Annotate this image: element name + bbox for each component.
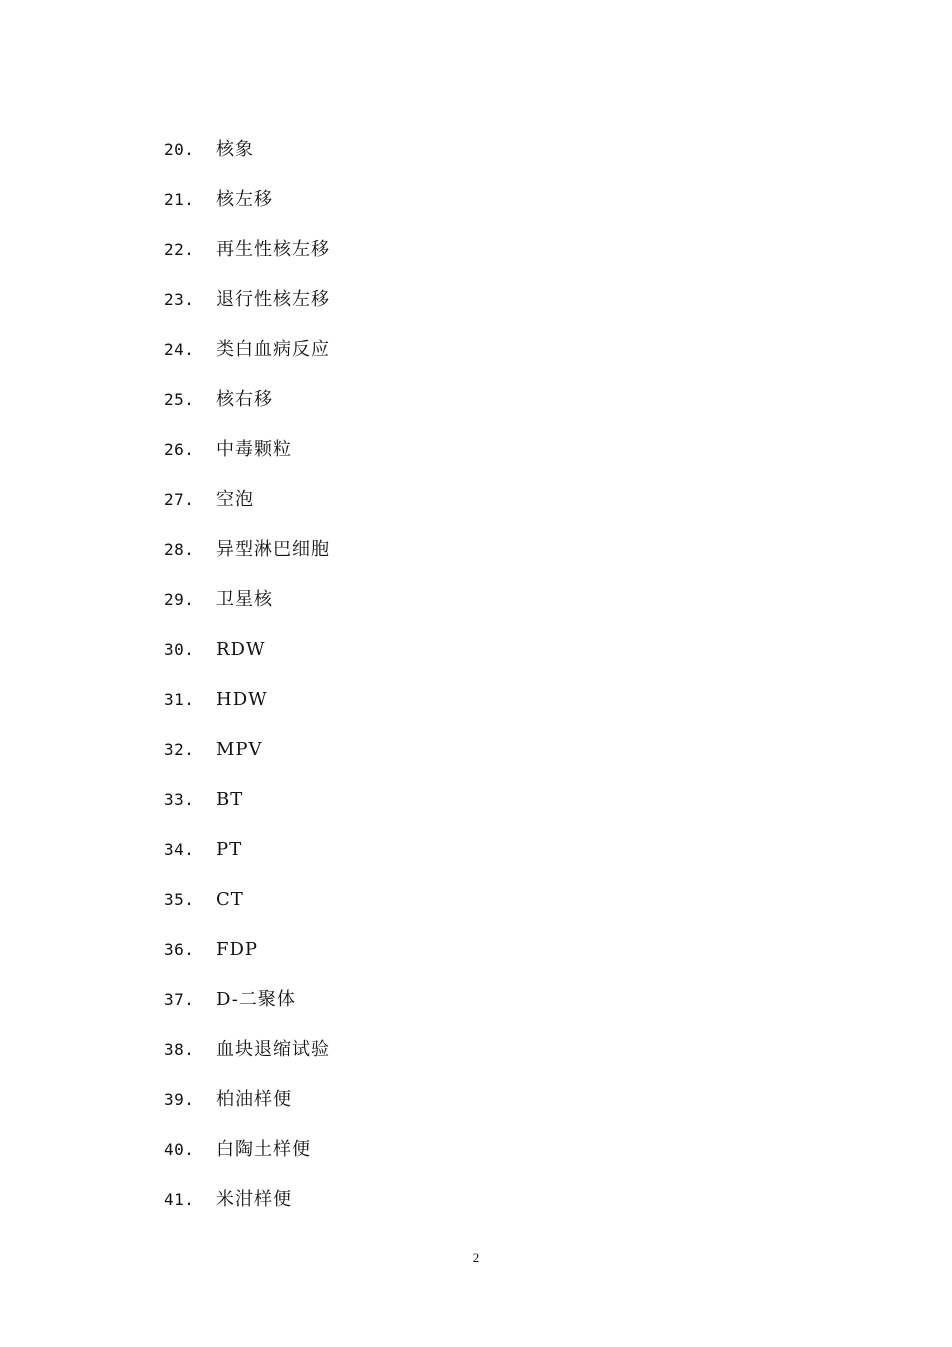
item-number: 29. [164,590,195,609]
list-item [164,438,330,488]
list-item [164,1088,330,1138]
page-number: 2 [472,1250,480,1265]
term-list [164,138,330,1238]
item-number: 28. [164,540,195,559]
item-term: 空泡 [216,489,254,510]
list-item [164,1038,330,1088]
item-term: D-二聚体 [216,989,296,1010]
list-item [164,788,330,838]
item-term: 再生性核左移 [216,239,330,260]
item-number: 30. [164,640,195,659]
item-term: 柏油样便 [216,1089,292,1110]
list-item [164,388,330,438]
item-number: 22. [164,240,195,259]
item-number: 41. [164,1190,195,1209]
item-term: FDP [216,939,259,960]
item-number: 25. [164,390,195,409]
list-item [164,838,330,888]
list-item [164,488,330,538]
list-item [164,738,330,788]
item-term: CT [216,889,244,910]
item-number: 21. [164,190,195,209]
item-number: 32. [164,740,195,759]
item-number: 26. [164,440,195,459]
item-number: 40. [164,1140,195,1159]
item-term: PT [216,839,243,860]
list-item [164,238,330,288]
list-item [164,1138,330,1188]
item-term: 退行性核左移 [216,289,330,310]
item-term: 核象 [216,139,254,160]
item-number: 20. [164,140,195,159]
list-item [164,1188,330,1238]
item-term: 中毒颗粒 [216,439,292,460]
list-item [164,138,330,188]
item-number: 39. [164,1090,195,1109]
item-number: 37. [164,990,195,1009]
item-number: 27. [164,490,195,509]
item-term: 核左移 [216,189,273,210]
item-term: 异型淋巴细胞 [216,539,330,560]
item-term: 米泔样便 [216,1189,292,1210]
item-number: 23. [164,290,195,309]
item-term: 类白血病反应 [216,339,330,360]
list-item [164,338,330,388]
list-item [164,288,330,338]
item-term: MPV [216,739,263,760]
item-number: 38. [164,1040,195,1059]
list-item [164,688,330,738]
item-number: 35. [164,890,195,909]
list-item [164,888,330,938]
list-item [164,638,330,688]
list-item [164,938,330,988]
item-number: 33. [164,790,195,809]
item-number: 24. [164,340,195,359]
item-term: BT [216,789,244,810]
item-number: 36. [164,940,195,959]
item-term: RDW [216,639,266,660]
list-item [164,988,330,1038]
item-term: HDW [216,689,268,710]
item-term: 白陶土样便 [216,1139,311,1160]
item-term: 血块退缩试验 [216,1039,330,1060]
item-term: 卫星核 [216,589,273,610]
item-number: 31. [164,690,195,709]
item-number: 34. [164,840,195,859]
list-item [164,538,330,588]
list-item [164,588,330,638]
list-item [164,188,330,238]
item-term: 核右移 [216,389,273,410]
